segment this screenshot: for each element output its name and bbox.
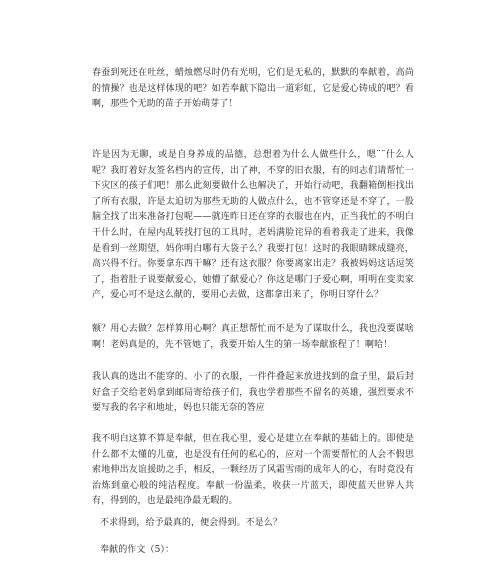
paragraph-5: 我不明白这算不算是奉献，但在我心里，爱心是建立在奉献的基础上的。即使是什么都不太懂的儿童，也是没有任何的私心的，应对一个需要帮忙的人会不假思索地伸出友谊援助之手，相反，一颗经历了风霜雪雨的成年人的心，有时竟没有治炼到童心般的纯洁程度。奉献一份温柔，收获一片蓝天，即使蓝天世界人共有，得到的，也是最纯净最无暇的。 [92, 434, 414, 507]
paragraph-1: 春蚕到死还在吐丝，蜡烛燃尽时仍有光明，它们是无私的，默默的奉献着，高尚的情操？也是这样体现的吧？如若奉献下隐出一道彩虹，它是爱心铸成的吧？看啊，那些个无助的苗子开始萌芽了！ [92, 68, 414, 110]
paragraph-4: 我认真的选出不能穿的、小了的衣服，一件件叠起来放进找到的盒子里，最后封好盒子交给老妈拿到邮局寄给孩子们，我也学着那些不留名的英雄，强烈要求不要写我的名字和地址，妈也只能无奈的答应 [92, 372, 414, 414]
paragraph-2: 许是因为无聊，或是自身养成的品德，总想着为什么人做些什么，嗯¨¨什么人呢？我盯着好友签名档内的宣传，出了神，不穿的旧衣服，有的同志们请帮忙一下灾区的孩子们吧！那么此刻要做什么也解决了，开始行动吧，我翻箱倒柜找出了所有衣服，许是太迫切为那些无助的人做点什么，也不管穿还是不穿了，一股脑全找了出来准备打包呢——就连昨日还在穿的衣服也在内，正当我忙的不明白干什么时，在屋内乱转找打包的工具时，老妈满脸诧异的看着我走了进来，我像是看到一丝期望，妈你明白哪有大袋子么？我要打包！这时的我眼睛眯成缝亮，高兴得不行。你要拿东西干嘛？还有这衣服？你要离家出走？我被妈妈这话逗笑了，指着肚子说要献爱心，她懵了献爱心？你这是哪门子爱心啊，明明在变卖家产，爱心可不是这么献的，要用心去做，这都拿出来了，你明日穿什么？ [92, 150, 414, 301]
paragraph-3: 额？用心去做？怎样算用心啊？真正想帮忙而不是为了谋取什么，我也没要谋啥啊！老妈真是的，先不管她了，我要开始人生的第一场奉献旅程了！啊哈！ [92, 324, 414, 350]
paragraph-7-heading: 奉献的作文（5）： [100, 545, 175, 555]
paragraph-6: 不求得到，给予最真的，便会得到。不是么？ [100, 518, 283, 528]
